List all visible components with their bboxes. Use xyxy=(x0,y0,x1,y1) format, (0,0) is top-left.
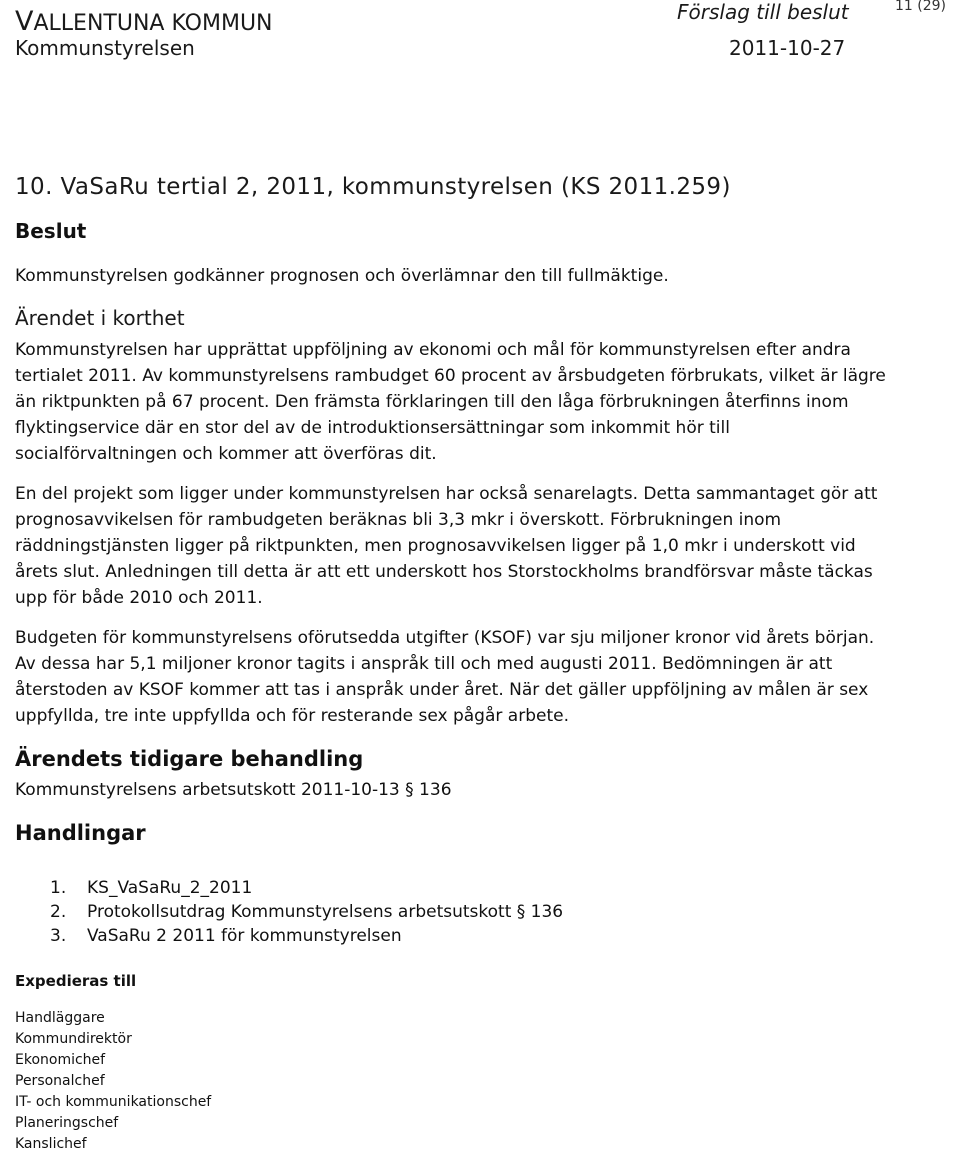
list-item: Ekonomichef xyxy=(15,1052,106,1068)
text-line: flyktingservice där en stor del av de introduktionsersättningar som inkommit hör till xyxy=(15,418,730,438)
list-number: 3. xyxy=(50,926,67,946)
handlingar-list xyxy=(50,876,563,948)
text-line: prognosavvikelsen för rambudgeten beräknas bli 3,3 mkr i överskott. Förbrukningen inom xyxy=(15,510,782,530)
beslut-heading: Beslut xyxy=(15,219,87,243)
list-number: 2. xyxy=(50,902,67,922)
list-item: Kanslichef xyxy=(15,1136,87,1152)
item-title: 10. VaSaRu tertial 2, 2011, kommunstyrelsen (KS 2011.259) xyxy=(15,174,731,200)
list-item xyxy=(50,876,563,900)
list-item: Personalchef xyxy=(15,1073,105,1089)
list-item: IT- och kommunikationschef xyxy=(15,1094,212,1110)
list-text: Protokollsutdrag Kommunstyrelsens arbetsutskott § 136 xyxy=(87,902,564,922)
meeting-date: 2011-10-27 xyxy=(729,36,846,60)
text-line: än riktpunkten på 67 procent. Den främsta förklaringen till den låga förbrukningen återfinns inom xyxy=(15,392,849,412)
list-item xyxy=(50,924,563,948)
text-line: socialförvaltningen och kommer att överföras dit. xyxy=(15,444,437,464)
list-item: Kommundirektör xyxy=(15,1031,132,1047)
recipient-list xyxy=(15,1008,211,1155)
text-line: återstoden av KSOF kommer att tas i anspråk under året. När det gäller uppföljning av målen är sex xyxy=(15,680,869,700)
korthet-paragraph-3 xyxy=(15,625,895,729)
text-line: uppfyllda, tre inte uppfyllda och för resterande sex pågår arbete. xyxy=(15,706,569,726)
beslut-text: Kommunstyrelsen godkänner prognosen och överlämnar den till fullmäktige. xyxy=(15,266,669,286)
department-name: Kommunstyrelsen xyxy=(15,36,195,60)
korthet-paragraph-2 xyxy=(15,481,895,611)
text-line: årets slut. Anledningen till detta är att ett underskott hos Storstockholms brandförsvar måste täckas xyxy=(15,562,873,582)
page-number: 11 (29) xyxy=(895,0,947,14)
korthet-heading: Ärendet i korthet xyxy=(15,306,185,330)
text-line: En del projekt som ligger under kommunstyrelsen har också senarelagts. Detta sammantaget gör att xyxy=(15,484,878,504)
document-status: Förslag till beslut xyxy=(677,0,849,24)
list-text: KS_VaSaRu_2_2011 xyxy=(87,878,253,898)
tidigare-text: Kommunstyrelsens arbetsutskott 2011-10-13 § 136 xyxy=(15,780,452,800)
list-item xyxy=(50,900,563,924)
text-line: upp för både 2010 och 2011. xyxy=(15,588,263,608)
text-line: Kommunstyrelsen har upprättat uppföljning av ekonomi och mål för kommunstyrelsen efter andra xyxy=(15,340,851,360)
organization-name: VALLENTUNA KOMMUN xyxy=(15,6,273,37)
korthet-paragraph-1 xyxy=(15,337,895,467)
text-line: Av dessa har 5,1 miljoner kronor tagits i anspråk till och med augusti 2011. Bedömningen är att xyxy=(15,654,833,674)
tidigare-heading: Ärendets tidigare behandling xyxy=(15,747,364,771)
list-item: Handläggare xyxy=(15,1010,105,1026)
list-text: VaSaRu 2 2011 för kommunstyrelsen xyxy=(87,926,402,946)
text-line: tertialet 2011. Av kommunstyrelsens rambudget 60 procent av årsbudgeten förbrukats, vilket är lägre xyxy=(15,366,886,386)
text-line: Budgeten för kommunstyrelsens oförutsedda utgifter (KSOF) var sju miljoner kronor vid årets början. xyxy=(15,628,875,648)
text-line: räddningstjänsten ligger på riktpunkten, men prognosavvikelsen ligger på 1,0 mkr i underskott vid xyxy=(15,536,856,556)
list-item: Planeringschef xyxy=(15,1115,119,1131)
list-number: 1. xyxy=(50,878,67,898)
expedieras-heading: Expedieras till xyxy=(15,972,137,990)
handlingar-heading: Handlingar xyxy=(15,821,146,845)
